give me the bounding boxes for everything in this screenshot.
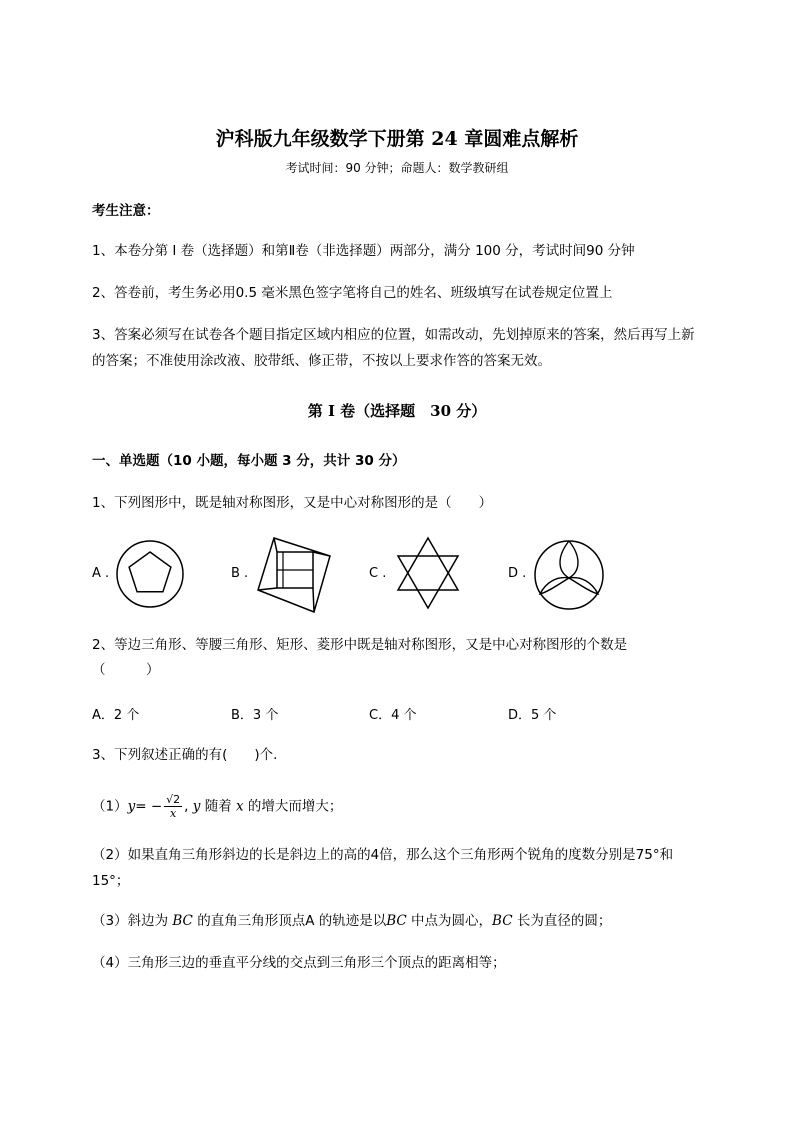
q3-s1-denominator: x bbox=[170, 807, 177, 820]
q3-statement-1 bbox=[92, 793, 342, 820]
part-heading: 一、单选题（10 小题，每小题 3 分，共计 30 分） bbox=[92, 453, 406, 469]
pentagon-in-circle-icon bbox=[114, 538, 186, 610]
q1-option-d-label: D . bbox=[508, 566, 527, 581]
q3-s1-y2: y bbox=[192, 798, 201, 815]
q3-s3-bc2: BC bbox=[386, 913, 407, 929]
q3-s3-bc3: BC bbox=[492, 913, 513, 929]
q3-s3-a: （3）斜边为 bbox=[92, 913, 173, 929]
squares-figure-icon bbox=[254, 534, 334, 614]
page-subtitle: 考试时间：90 分钟；命题人：数学教研组 bbox=[285, 161, 509, 175]
q2-choice-c: C．4 个 bbox=[369, 708, 417, 723]
q3-statement-2: （2）如果直角三角形斜边的长是斜边上的高的4倍，那么这个三角形两个锐角的度数分别是75°和 bbox=[92, 847, 674, 863]
q3-s3-bc1: BC bbox=[172, 913, 193, 929]
q2-paren: （ ） bbox=[92, 662, 160, 678]
notice-item-3-cont: 的答案；不准使用涂改液、胶带纸、修正带，不按以上要求作答的答案无效。 bbox=[92, 353, 551, 369]
q1-option-b-label: B . bbox=[231, 566, 249, 581]
three-arc-circle-icon bbox=[532, 538, 606, 612]
q3-s1-y: y bbox=[127, 798, 136, 815]
q3-s1-text2: 的增大而增大； bbox=[243, 798, 343, 815]
q3-s1-text1: 随着 bbox=[200, 798, 236, 815]
q3-stem: 3、下列叙述正确的有( )个. bbox=[92, 747, 278, 763]
q2-choice-b: B．3 个 bbox=[231, 708, 279, 723]
q3-s1-x: x bbox=[236, 798, 244, 815]
section-title: 第 I 卷（选择题 30 分） bbox=[307, 402, 487, 420]
q3-s3-d: 长为直径的圆； bbox=[512, 913, 612, 929]
q3-statement-2-cont: 15°； bbox=[92, 873, 130, 889]
q3-s1-mid: , bbox=[184, 798, 193, 815]
notice-heading: 考生注意： bbox=[92, 203, 160, 219]
q1-option-c-label: C . bbox=[369, 566, 387, 581]
q2-choice-d: D．5 个 bbox=[508, 708, 557, 723]
page-title: 沪科版九年级数学下册第 24 章圆难点解析 bbox=[215, 128, 579, 150]
q3-s1-prefix: （1） bbox=[92, 798, 128, 815]
q3-statement-4: （4）三角形三边的垂直平分线的交点到三角形三个顶点的距离相等； bbox=[92, 955, 506, 971]
notice-item-1: 1、本卷分第 I 卷（选择题）和第Ⅱ卷（非选择题）两部分，满分 100 分，考试时间90 分钟 bbox=[92, 243, 635, 259]
q3-statement-3 bbox=[92, 912, 611, 930]
notice-item-2: 2、答卷前，考生务必用0.5 毫米黑色签字笔将自己的姓名、班级填写在试卷规定位置上 bbox=[92, 285, 613, 301]
q2-choice-a: A．2 个 bbox=[92, 708, 140, 723]
q3-s1-eq: = − bbox=[135, 798, 163, 815]
q1-stem: 1、下列图形中，既是轴对称图形，又是中心对称图形的是（ ） bbox=[92, 495, 493, 511]
q2-stem: 2、等边三角形、等腰三角形、矩形、菱形中既是轴对称图形，又是中心对称图形的个数是 bbox=[92, 637, 628, 653]
q3-s3-c: 中点为圆心， bbox=[406, 913, 493, 929]
q3-s1-fraction bbox=[164, 793, 182, 820]
hexagram-icon bbox=[392, 536, 464, 610]
q3-s3-b: 的直角三角形顶点A 的轨迹是以 bbox=[192, 913, 387, 929]
q3-s1-numerator: √2 bbox=[166, 793, 181, 806]
notice-item-3: 3、答案必须写在试卷各个题目指定区域内相应的位置，如需改动，先划掉原来的答案，然后再写上新 bbox=[92, 327, 695, 343]
q1-option-a-label: A . bbox=[92, 566, 110, 581]
